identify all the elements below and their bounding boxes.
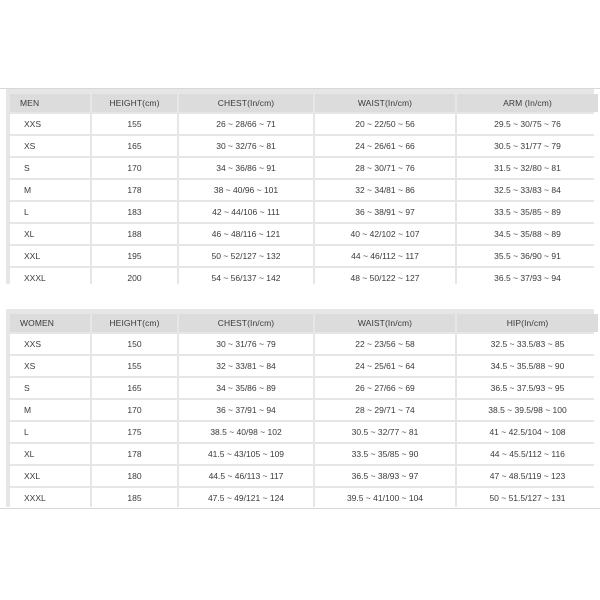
size-cell: XL — [10, 224, 90, 244]
chest-cell: 30 ~ 31/76 ~ 79 — [179, 334, 313, 354]
size-cell: XXS — [10, 334, 90, 354]
chest-cell: 42 ~ 44/106 ~ 111 — [179, 202, 313, 222]
chest-cell: 30 ~ 32/76 ~ 81 — [179, 136, 313, 156]
waist-cell: 24 ~ 26/61 ~ 66 — [315, 136, 455, 156]
size-cell: S — [10, 158, 90, 178]
arm-cell: 35.5 ~ 36/90 ~ 91 — [457, 246, 598, 266]
size-cell: M — [10, 180, 90, 200]
waist-cell: 36 ~ 38/91 ~ 97 — [315, 202, 455, 222]
waist-cell: 24 ~ 25/61 ~ 64 — [315, 356, 455, 376]
size-cell: S — [10, 378, 90, 398]
height-cell: 180 — [92, 466, 177, 486]
height-cell: 185 — [92, 488, 177, 508]
waist-cell: 22 ~ 23/56 ~ 58 — [315, 334, 455, 354]
hip-cell: 47 ~ 48.5/119 ~ 123 — [457, 466, 598, 486]
height-cell: 155 — [92, 356, 177, 376]
table-row — [10, 114, 598, 134]
chest-cell: 26 ~ 28/66 ~ 71 — [179, 114, 313, 134]
hip-cell: 50 ~ 51.5/127 ~ 131 — [457, 488, 598, 508]
height-cell: 170 — [92, 158, 177, 178]
table-row — [10, 378, 598, 398]
arm-cell: 34.5 ~ 35/88 ~ 89 — [457, 224, 598, 244]
height-cell: 165 — [92, 378, 177, 398]
men-size-table — [8, 92, 600, 290]
women-header-chest: CHEST(In/cm) — [179, 314, 313, 332]
size-cell: L — [10, 202, 90, 222]
waist-cell: 30.5 ~ 32/77 ~ 81 — [315, 422, 455, 442]
chest-cell: 38 ~ 40/96 ~ 101 — [179, 180, 313, 200]
size-cell: XXL — [10, 466, 90, 486]
table-row — [10, 356, 598, 376]
waist-cell: 28 ~ 29/71 ~ 74 — [315, 400, 455, 420]
chest-cell: 50 ~ 52/127 ~ 132 — [179, 246, 313, 266]
table-row — [10, 158, 598, 178]
bottom-divider — [0, 508, 600, 509]
size-cell: XS — [10, 136, 90, 156]
arm-cell: 31.5 ~ 32/80 ~ 81 — [457, 158, 598, 178]
waist-cell: 28 ~ 30/71 ~ 76 — [315, 158, 455, 178]
waist-cell: 26 ~ 27/66 ~ 69 — [315, 378, 455, 398]
height-cell: 200 — [92, 268, 177, 288]
table-row — [10, 246, 598, 266]
chest-cell: 38.5 ~ 40/98 ~ 102 — [179, 422, 313, 442]
chest-cell: 47.5 ~ 49/121 ~ 124 — [179, 488, 313, 508]
hip-cell: 44 ~ 45.5/112 ~ 116 — [457, 444, 598, 464]
size-cell: XS — [10, 356, 90, 376]
arm-cell: 30.5 ~ 31/77 ~ 79 — [457, 136, 598, 156]
men-header-arm: ARM (In/cm) — [457, 94, 598, 112]
chest-cell: 44.5 ~ 46/113 ~ 117 — [179, 466, 313, 486]
women-header-row — [10, 314, 598, 332]
women-size-chart — [6, 309, 594, 507]
waist-cell: 32 ~ 34/81 ~ 86 — [315, 180, 455, 200]
height-cell: 188 — [92, 224, 177, 244]
arm-cell: 36.5 ~ 37/93 ~ 94 — [457, 268, 598, 288]
waist-cell: 48 ~ 50/122 ~ 127 — [315, 268, 455, 288]
waist-cell: 33.5 ~ 35/85 ~ 90 — [315, 444, 455, 464]
women-header-size: WOMEN — [10, 314, 90, 332]
chest-cell: 41.5 ~ 43/105 ~ 109 — [179, 444, 313, 464]
table-row — [10, 136, 598, 156]
hip-cell: 34.5 ~ 35.5/88 ~ 90 — [457, 356, 598, 376]
men-header-size: MEN — [10, 94, 90, 112]
waist-cell: 36.5 ~ 38/93 ~ 97 — [315, 466, 455, 486]
table-row — [10, 422, 598, 442]
table-row — [10, 180, 598, 200]
men-header-height: HEIGHT(cm) — [92, 94, 177, 112]
women-size-table — [8, 312, 600, 510]
waist-cell: 39.5 ~ 41/100 ~ 104 — [315, 488, 455, 508]
height-cell: 178 — [92, 444, 177, 464]
chest-cell: 46 ~ 48/116 ~ 121 — [179, 224, 313, 244]
table-row — [10, 400, 598, 420]
women-header-hip: HIP(In/cm) — [457, 314, 598, 332]
size-cell: XXL — [10, 246, 90, 266]
chest-cell: 36 ~ 37/91 ~ 94 — [179, 400, 313, 420]
height-cell: 170 — [92, 400, 177, 420]
size-cell: XXS — [10, 114, 90, 134]
table-row — [10, 488, 598, 508]
arm-cell: 29.5 ~ 30/75 ~ 76 — [457, 114, 598, 134]
hip-cell: 36.5 ~ 37.5/93 ~ 95 — [457, 378, 598, 398]
height-cell: 150 — [92, 334, 177, 354]
waist-cell: 40 ~ 42/102 ~ 107 — [315, 224, 455, 244]
men-header-chest: CHEST(In/cm) — [179, 94, 313, 112]
chest-cell: 54 ~ 56/137 ~ 142 — [179, 268, 313, 288]
size-cell: XL — [10, 444, 90, 464]
size-cell: L — [10, 422, 90, 442]
height-cell: 175 — [92, 422, 177, 442]
height-cell: 155 — [92, 114, 177, 134]
table-row — [10, 444, 598, 464]
chest-cell: 34 ~ 36/86 ~ 91 — [179, 158, 313, 178]
size-cell: M — [10, 400, 90, 420]
height-cell: 178 — [92, 180, 177, 200]
waist-cell: 20 ~ 22/50 ~ 56 — [315, 114, 455, 134]
arm-cell: 33.5 ~ 35/85 ~ 89 — [457, 202, 598, 222]
table-row — [10, 466, 598, 486]
height-cell: 183 — [92, 202, 177, 222]
arm-cell: 32.5 ~ 33/83 ~ 84 — [457, 180, 598, 200]
table-row — [10, 334, 598, 354]
height-cell: 165 — [92, 136, 177, 156]
table-row — [10, 202, 598, 222]
chest-cell: 34 ~ 35/86 ~ 89 — [179, 378, 313, 398]
women-header-waist: WAIST(In/cm) — [315, 314, 455, 332]
chest-cell: 32 ~ 33/81 ~ 84 — [179, 356, 313, 376]
table-row — [10, 224, 598, 244]
women-header-height: HEIGHT(cm) — [92, 314, 177, 332]
hip-cell: 32.5 ~ 33.5/83 ~ 85 — [457, 334, 598, 354]
men-header-row — [10, 94, 598, 112]
height-cell: 195 — [92, 246, 177, 266]
men-header-waist: WAIST(In/cm) — [315, 94, 455, 112]
hip-cell: 38.5 ~ 39.5/98 ~ 100 — [457, 400, 598, 420]
men-size-chart — [6, 89, 594, 284]
table-row — [10, 268, 598, 288]
size-cell: XXXL — [10, 488, 90, 508]
waist-cell: 44 ~ 46/112 ~ 117 — [315, 246, 455, 266]
size-cell: XXXL — [10, 268, 90, 288]
hip-cell: 41 ~ 42.5/104 ~ 108 — [457, 422, 598, 442]
